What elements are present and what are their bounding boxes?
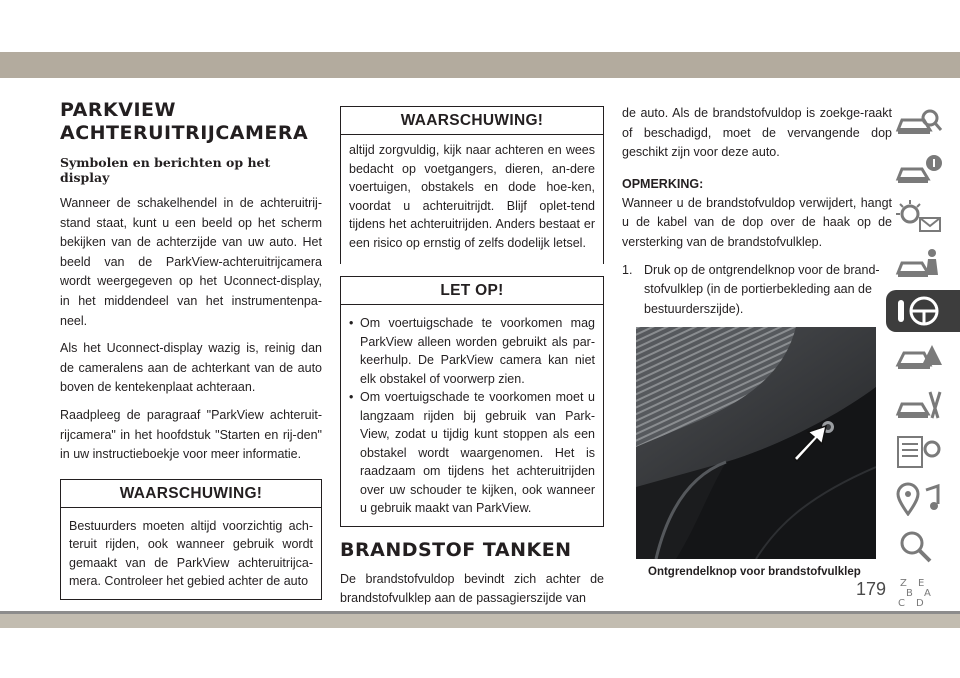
car-crash-warning-icon: [894, 341, 944, 375]
tab-emergency[interactable]: [886, 337, 960, 379]
warning-title: WAARSCHUWING!: [61, 480, 321, 508]
caution-body: [341, 305, 603, 526]
tab-maintenance[interactable]: [886, 384, 960, 426]
step-text: Druk op de ontgrendelknop voor de brand-stofvulklep (in de portierbekleding aan de bestuurderszijde).: [644, 262, 880, 316]
page-number: 179: [856, 579, 887, 599]
tab-specifications[interactable]: [886, 431, 960, 473]
photo-caption: Ontgrendelknop voor brandstofvulklep: [648, 566, 861, 579]
svg-text:D: D: [916, 598, 924, 609]
svg-text:A: A: [924, 588, 931, 599]
column-right: [622, 104, 892, 578]
caution-item: • Om voertuigschade te voorkomen moet u langzaam rijden bij gebruik van Park-View, zodat u tijdig kunt stoppen als een obstakel wordt waargenomen. Het is raadzaam om tijdens het achteruitrijden over uw schouder te kijken, ook wanneer u gebruik maakt van ParkView.: [349, 388, 595, 518]
photo-illustration: [636, 327, 876, 559]
car-info-icon: [894, 153, 944, 187]
step-item: [622, 261, 892, 320]
paragraph: Raadpleeg de paragraaf "ParkView achteruit-rijcamera" in het hoofdstuk "Starten en rij-den" in uw instructieboekje voor meer informatie.: [60, 407, 322, 462]
warning-text: altijd zorgvuldig, kijk naar achteren en wees bedacht op voetgangers, dieren, an-dere voertuigen, obstakels en dode hoe-ken, voordat u achteruitrijdt. Blijf oplet-tend tijdens het achteruitrijden. Anders bestaat er een risico op ernstig of zelfs dodelijk letsel.: [349, 143, 595, 250]
step-number: 1.: [622, 262, 633, 277]
paragraph: de auto. Als de brandstofvuldop is zoekge-raakt of beschadigd, moet de vervangende dop geschikt zijn voor deze auto.: [622, 106, 892, 160]
warning-box: [60, 479, 322, 600]
note-label: OPMERKING:: [622, 176, 704, 191]
svg-text:Z: Z: [900, 578, 907, 589]
section-title: BRANDSTOF TANKEN: [340, 538, 572, 561]
car-tools-icon: [894, 388, 944, 422]
svg-text:C: C: [898, 598, 905, 609]
svg-text:B: B: [906, 588, 913, 599]
alphabet-index-icon: [894, 576, 944, 610]
warning-lights-envelope-icon: [894, 200, 944, 234]
caution-box: [340, 276, 604, 527]
caution-title: LET OP!: [341, 277, 603, 305]
steering-wheel-key-icon: [894, 294, 944, 328]
tab-starting-driving[interactable]: [886, 290, 960, 332]
tab-safety[interactable]: [886, 243, 960, 285]
location-music-icon: [894, 482, 944, 516]
column-left: [60, 96, 322, 600]
car-magnifier-icon: [894, 106, 944, 140]
tab-car-magnifier[interactable]: [886, 102, 960, 144]
magnifier-index-icon: [894, 529, 944, 563]
svg-text:E: E: [918, 578, 925, 589]
tab-search[interactable]: [886, 525, 960, 567]
footer-band: [0, 614, 960, 628]
title-line-1: PARKVIEW: [60, 99, 176, 121]
tab-car-info[interactable]: [886, 149, 960, 191]
paragraph: Wanneer de schakelhendel in de achteruitrij-stand staat, kunt u een beeld op het scherm bekijken van de achterzijde van uw auto. Het beeld van de ParkView-achteruitrijcamera wordt weergegeven op het Uconnect-display, in het middendeel van het instrumentenpa-neel.: [60, 196, 322, 328]
column-middle: [340, 106, 604, 617]
paragraph: Als het Uconnect-display wazig is, reinig dan de cameralens aan de achterkant van de auto boven de kentekenplaat achteraan.: [60, 341, 322, 395]
car-seatbelt-icon: [894, 247, 944, 281]
tab-multimedia[interactable]: [886, 478, 960, 520]
checklist-gear-icon: [894, 435, 944, 469]
fuel-door-release-photo: [636, 327, 876, 559]
caution-item: • Om voertuigschade te voorkomen mag ParkView alleen worden gebruikt als par-keerhulp. De ParkView camera kan niet elk obstakel of voorwerp zien.: [349, 314, 595, 388]
page-title: [60, 99, 322, 145]
warning-text: Bestuurders moeten altijd voorzichtig ach-teruit rijden, ook wanneer gebruik wordt gemaakt van de ParkView achteruitrijca-mera. Controleer het gebied achter de auto: [69, 518, 313, 589]
header-band: [0, 52, 960, 78]
title-line-2: ACHTERUITRIJCAMERA: [60, 122, 309, 144]
paragraph: De brandstofvuldop bevindt zich achter de brandstofvulklep aan de passagierszijde van: [340, 571, 604, 606]
tab-index[interactable]: [886, 572, 960, 614]
tab-warning-lights[interactable]: [886, 196, 960, 238]
warning-box-continued: [340, 106, 604, 264]
section-subtitle: Symbolen en berichten op het display: [60, 155, 271, 185]
chapter-sidebar: [886, 102, 960, 619]
warning-title: WAARSCHUWING!: [341, 107, 603, 135]
note-text: Wanneer u de brandstofvuldop verwijdert, hangt u de kabel van de dop over de haak op de versterking van de brandstofvulklep.: [622, 195, 892, 249]
